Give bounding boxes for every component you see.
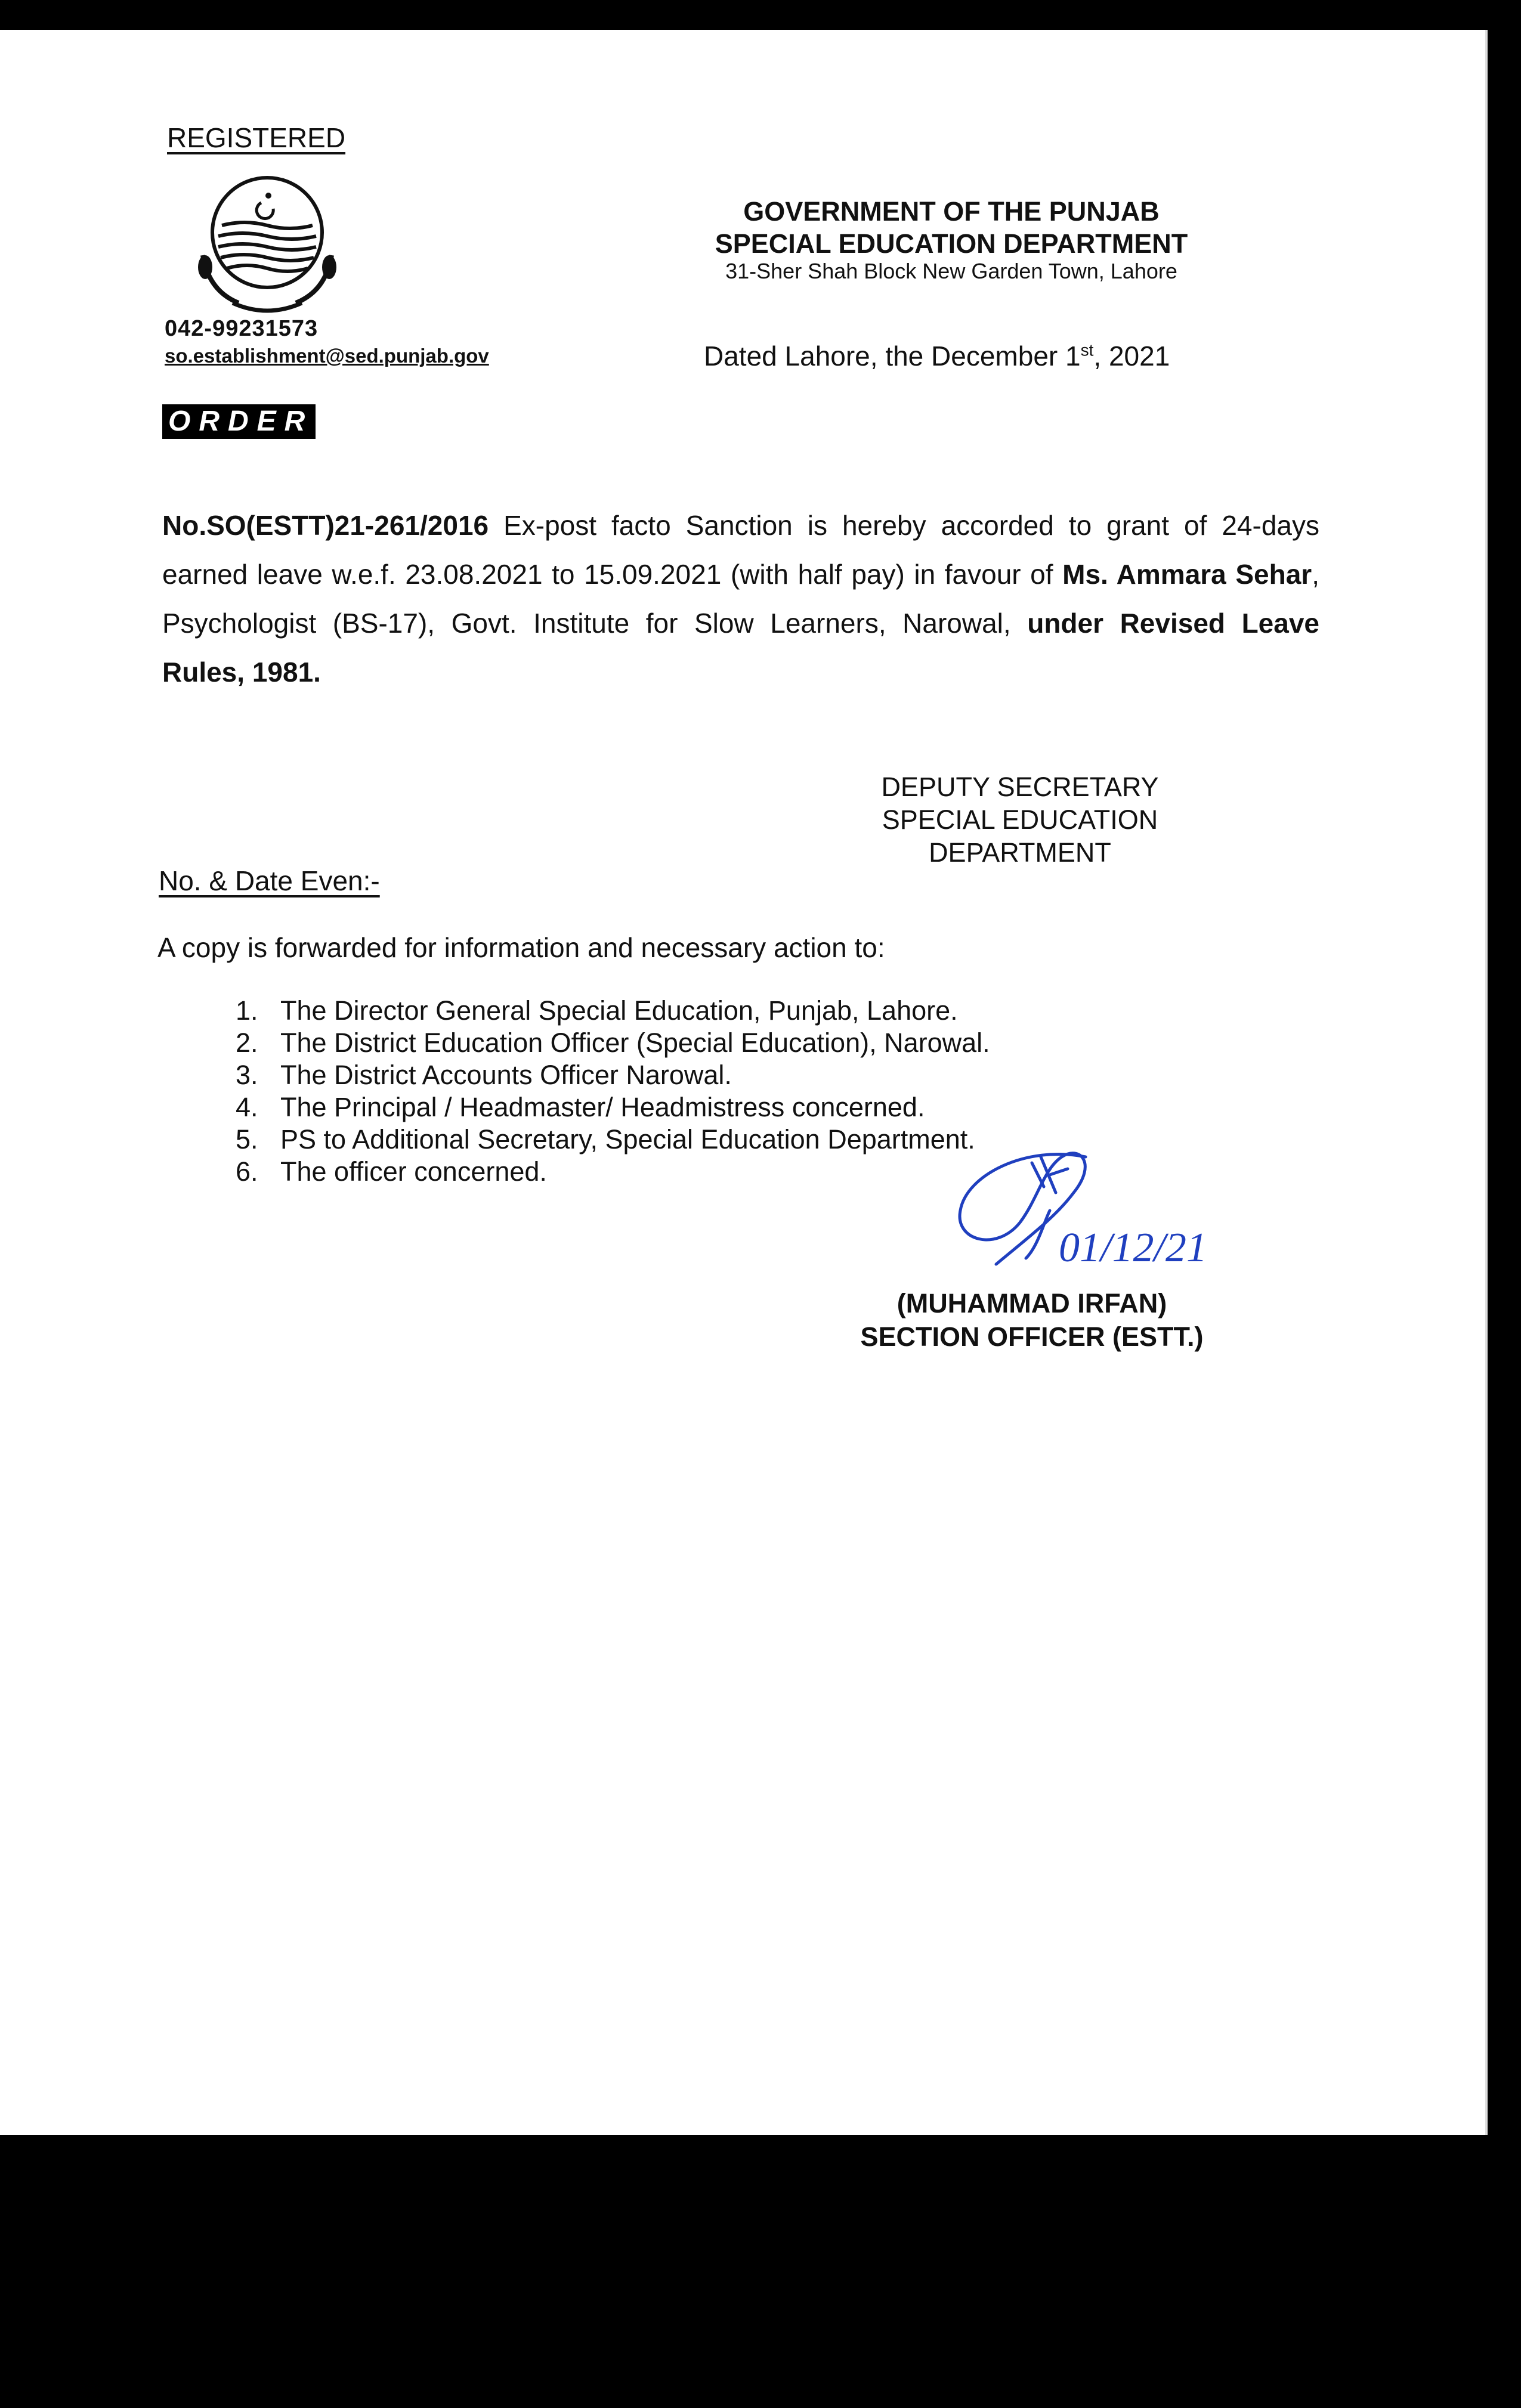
signatory-name: (MUHAMMAD IRFAN) (896, 1288, 1167, 1318)
dated-line (704, 340, 1170, 372)
signatory-designation: SECTION OFFICER (ESTT.) (860, 1321, 1204, 1352)
deputy-line-1: DEPUTY SECRETARY (881, 772, 1159, 802)
document-page (0, 30, 1488, 2135)
signatory-block (823, 1287, 1241, 1354)
list-number: 6. (236, 1156, 258, 1187)
order-body (162, 501, 1319, 697)
leave-rules: under Revised Leave Rules, 1981. (162, 608, 1319, 688)
list-text: The officer concerned. (280, 1156, 547, 1187)
list-number: 4. (236, 1092, 258, 1122)
list-text: The Principal / Headmaster/ Headmistress concerned. (280, 1092, 925, 1122)
phone-number: 042-99231573 (165, 316, 319, 341)
deputy-line-2: SPECIAL EDUCATION (882, 804, 1158, 835)
list-number: 1. (236, 995, 258, 1026)
list-text: PS to Additional Secretary, Special Education Department. (280, 1124, 975, 1155)
signature-date: 01/12/21 (1059, 1225, 1207, 1271)
list-item (236, 1091, 990, 1123)
gov-line-2: SPECIAL EDUCATION DEPARTMENT (715, 228, 1188, 259)
list-item (236, 1027, 990, 1059)
deputy-line-3: DEPARTMENT (929, 837, 1111, 868)
order-number: No.SO(ESTT)21-261/2016 (162, 510, 489, 541)
list-number: 2. (236, 1027, 258, 1058)
email-link[interactable]: so.establishment@sed.punjab.gov (165, 345, 489, 367)
list-item (236, 995, 990, 1027)
gov-line-1: GOVERNMENT OF THE PUNJAB (743, 196, 1160, 227)
department-heading (707, 196, 1196, 260)
list-item (236, 1156, 990, 1188)
registered-label: REGISTERED (167, 122, 346, 153)
distribution-list (236, 995, 990, 1188)
list-text: The District Education Officer (Special Education), Narowal. (280, 1027, 990, 1058)
dated-prefix: Dated Lahore, the December 1 (704, 341, 1081, 372)
list-item (236, 1059, 990, 1091)
list-text: The District Accounts Officer Narowal. (280, 1060, 732, 1090)
list-number: 5. (236, 1124, 258, 1155)
punjab-seal-icon (179, 166, 352, 333)
officer-name: Ms. Ammara Sehar (1062, 559, 1312, 590)
copy-heading: No. & Date Even:- (159, 865, 380, 896)
order-text-1: Ex-post facto Sanction is hereby accorded to grant of 24-days earned leave w.e.f. 23.08.2021 to 15.09.2021 (with half pay) in favour of (162, 510, 1319, 590)
signature-icon (942, 1121, 1217, 1294)
list-number: 3. (236, 1060, 258, 1090)
deputy-secretary-block (859, 770, 1181, 869)
copy-intro: A copy is forwarded for information and necessary action to: (157, 932, 885, 963)
list-text: The Director General Special Education, Punjab, Lahore. (280, 995, 958, 1026)
dated-sup: st (1080, 341, 1094, 360)
department-address: 31-Sher Shah Block New Garden Town, Lahore (725, 259, 1177, 283)
dated-suffix: , 2021 (1093, 341, 1170, 372)
list-item (236, 1123, 990, 1156)
order-title: ORDER (162, 404, 316, 439)
order-text-2: , Psychologist (BS-17), Govt. Institute for Slow Learners, Narowal, (162, 559, 1319, 639)
